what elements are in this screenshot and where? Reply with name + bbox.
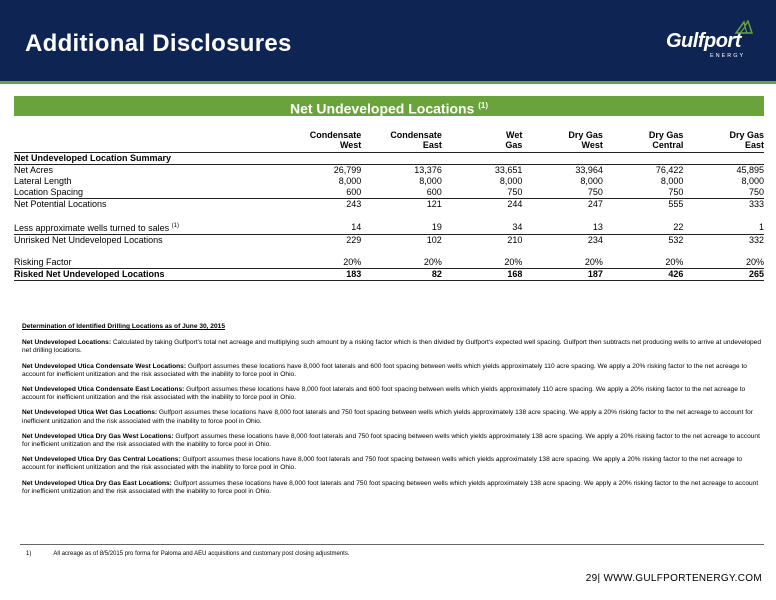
logo-word: Gulfport (666, 30, 741, 52)
cell: 332 (748, 235, 764, 245)
cell: 168 (442, 269, 523, 281)
cell: 8,000 (580, 176, 603, 186)
column-header: Condensate West (281, 130, 362, 153)
cell: 13 (522, 221, 603, 235)
table-row (14, 165, 764, 177)
footnote-divider (20, 544, 764, 545)
cell: 555 (668, 199, 684, 209)
cell: 8,000 (741, 176, 764, 186)
cell: 333 (748, 199, 764, 209)
cell: 19 (361, 221, 442, 235)
header-stripe (0, 81, 776, 84)
cell: 750 (683, 187, 764, 199)
banner-title: Net Undeveloped Locations (289, 100, 475, 117)
page-number: 29 (585, 573, 598, 584)
row-label: Risked Net Undeveloped Locations (14, 269, 281, 281)
cell: 14 (281, 221, 362, 235)
locations-table (14, 130, 764, 281)
table-row (14, 187, 764, 199)
cell: 183 (281, 269, 362, 281)
cell: 8,000 (338, 176, 362, 186)
logo-flame-icon (734, 20, 754, 34)
cell: 750 (522, 187, 603, 199)
cell: 532 (668, 235, 684, 245)
note-paragraph: Net Undeveloped Utica Dry Gas East Locations: Gulfport assumes these locations have 8,000 foot laterals and 750 foot spacing between wells which yields approximately 138 acre spacing. We apply a 20% risking factor to the net acreage to account for inefficient unitization and the risk associated with the inability to force pool in Ohio. (22, 479, 759, 495)
table-row (14, 221, 764, 235)
table-row (14, 257, 764, 269)
row-label: Location Spacing (14, 187, 281, 199)
cell: 33,964 (575, 165, 603, 175)
cell: 234 (587, 235, 603, 245)
table-row (14, 199, 764, 211)
row-label: Lateral Length (14, 176, 72, 186)
cell: 8,000 (660, 176, 684, 186)
cell: 600 (281, 187, 362, 199)
cell: 22 (603, 221, 684, 235)
cell: 265 (683, 269, 764, 281)
row-label: Net Potential Locations (14, 199, 107, 209)
company-logo (666, 22, 760, 66)
cell: 34 (442, 221, 523, 235)
cell: 600 (361, 187, 442, 199)
section-title-row (14, 153, 764, 165)
cell: 82 (361, 269, 442, 281)
footer-separator: | (597, 573, 601, 584)
cell: 76,422 (655, 165, 684, 175)
note-paragraph: Net Undeveloped Utica Condensate West Locations: Gulfport assumes these locations have 8,000 foot laterals and 600 foot spacing between wells which yields approximately 110 acre spacing. We apply a 20% risking factor to the net acreage to account for inefficient unitization and the risk associated with the inability to force pool in Ohio. (22, 362, 747, 378)
footnote-text: All acreage as of 8/5/2015 pro forma for Paloma and AEU acquisitions and customary post closing adjustments. (53, 551, 350, 557)
cell: 243 (346, 199, 362, 209)
table-header-row (14, 130, 764, 153)
banner-superscript: (1) (478, 101, 489, 110)
page-footer (586, 573, 762, 584)
cell: 187 (522, 269, 603, 281)
cell: 229 (346, 235, 362, 245)
cell: 20% (522, 257, 603, 269)
cell: 121 (426, 199, 442, 209)
cell: 13,376 (414, 165, 442, 175)
note-paragraph: Net Undeveloped Utica Dry Gas West Locations: Gulfport assumes these locations have 8,000 foot laterals and 750 foot spacing between wells which yields approximately 138 acre spacing. We apply a 20% risking factor to the net acreage to account for inefficient unitization and the risk associated with the inability to force pool in Ohio. (22, 432, 760, 449)
column-header: Condensate East (361, 130, 442, 153)
cell: 45,895 (736, 165, 764, 175)
cell: 20% (361, 257, 442, 269)
cell: 750 (442, 187, 523, 199)
cell: 26,799 (333, 165, 362, 175)
table-row (14, 176, 764, 187)
cell: 33,651 (494, 165, 523, 175)
spacer-row (14, 210, 764, 221)
cell: 20% (683, 257, 764, 269)
spacer-row (14, 246, 764, 257)
column-header: Dry Gas East (683, 130, 764, 153)
table-row (14, 235, 764, 247)
row-label: Net Acres (14, 165, 54, 175)
section-title: Net Undeveloped Location Summary (14, 153, 764, 165)
cell: 244 (507, 199, 523, 209)
note-paragraph: Net Undeveloped Utica Wet Gas Locations: Gulfport assumes these locations have 8,000 foot laterals and 750 foot spacing between wells which yields approximately 138 acre spacing. We apply a 20% risking factor to the net acreage to account for inefficient unitization and the risk associated with the inability to force pool in Ohio. (22, 409, 753, 425)
note-paragraph: Net Undeveloped Utica Dry Gas Central Locations: Gulfport assumes these locations have 8,000 foot laterals and 750 foot spacing between wells which yields approximately 138 acre spacing. We apply a 20% risking factor to the net acreage to account for inefficient unitization and the risk associated with the inability to force pool in Ohio. (22, 456, 743, 472)
row-label: Less approximate wells turned to sales $^{(1)}$ (14, 221, 281, 235)
section-banner (14, 96, 764, 116)
note-paragraph: Net Undeveloped Utica Condensate East Locations: Gulfport assumes these locations have 8,000 foot laterals and 600 foot spacing between wells which yields approximately 110 acre spacing. We apply a 20% risking factor to the net acreage to account for inefficient unitization and the risk associated with the inability to force pool in Ohio. (22, 386, 746, 402)
note-paragraph: Net Undeveloped Locations: Calculated by taking Gulfport’s total net acreage and multiplying such amount by a risking factor which is then divided by Gulfport’s expected well spacing. Gulfport then subtracts net producing wells to arrive at undeveloped net drilling locations. (22, 339, 761, 355)
footnote (26, 551, 350, 557)
page-title: Additional Disclosures (25, 30, 292, 57)
footnote-number: 1) (26, 551, 32, 557)
cell: 1 (683, 221, 764, 235)
cell: 247 (587, 199, 603, 209)
cell: 750 (603, 187, 684, 199)
cell: 8,000 (499, 176, 523, 186)
header-bar (0, 0, 776, 81)
column-header: Wet Gas (442, 130, 523, 153)
column-header: Dry Gas West (522, 130, 603, 153)
column-header: Dry Gas Central (603, 130, 684, 153)
disclosure-notes (22, 323, 762, 503)
header-blank (14, 130, 281, 153)
notes-heading: Determination of Identified Drilling Locations as of June 30, 2015 (22, 323, 225, 330)
cell: 20% (603, 257, 684, 269)
cell: 20% (281, 257, 362, 269)
cell: 426 (603, 269, 684, 281)
cell: 210 (507, 235, 523, 245)
footer-website-link[interactable]: WWW.GULFPORTENERGY.COM (603, 573, 762, 584)
logo-subtitle: ENERGY (710, 53, 746, 59)
row-label: Risking Factor (14, 257, 281, 269)
footnote-marker: (1) (171, 223, 179, 229)
cell: 20% (442, 257, 523, 269)
table-row (14, 269, 764, 281)
row-label: Unrisked Net Undeveloped Locations (14, 235, 163, 245)
cell: 8,000 (419, 176, 442, 186)
cell: 102 (426, 235, 442, 245)
